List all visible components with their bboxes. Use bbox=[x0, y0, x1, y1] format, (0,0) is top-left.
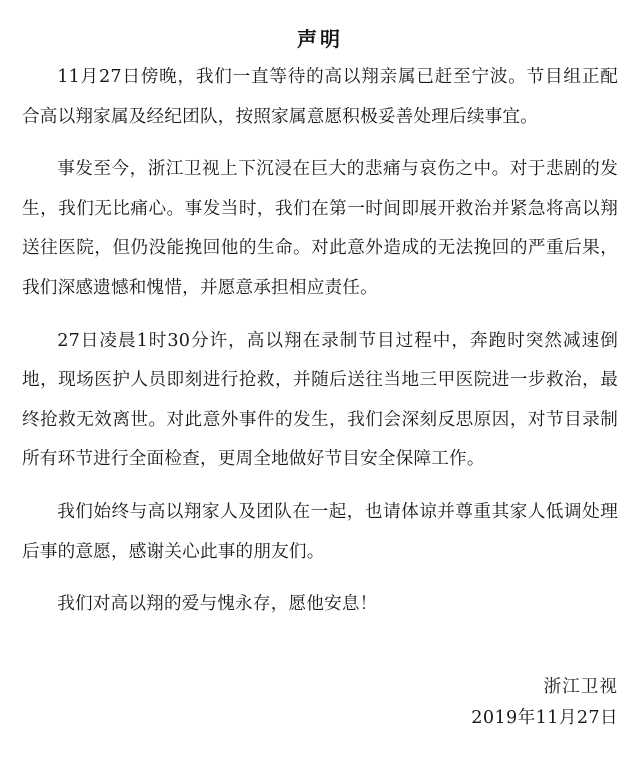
signature-block bbox=[22, 672, 618, 734]
paragraph-1: 11月27日傍晚，我们一直等待的高以翔亲属已赶至宁波。节目组正配合高以翔家属及经纪团队，按照家属意愿积极妥善处理后续事宜。 bbox=[22, 67, 618, 127]
paragraph-2: 事发至今，浙江卫视上下沉浸在巨大的悲痛与哀伤之中。对于悲剧的发生，我们无比痛心。事发当时，我们在第一时间即展开救治并紧急将高以翔送往医院，但仍没能挽回他的生命。对此意外造成的无法挽回的严重后果，我们深感遗憾和愧惜，并愿意承担相应责任。 bbox=[22, 159, 618, 298]
signature-date: 2019年11月27日 bbox=[471, 708, 618, 728]
paragraph-4: 我们始终与高以翔家人及团队在一起，也请体谅并尊重其家人低调处理后事的意愿，感谢关心此事的朋友们。 bbox=[22, 501, 618, 562]
signature-organization: 浙江卫视 bbox=[543, 677, 618, 697]
page-title: 声明 bbox=[297, 27, 343, 51]
paragraph-3: 27日凌晨1时30分许，高以翔在录制节目过程中，奔跑时突然减速倒地，现场医护人员即刻进行抢救，并随后送往当地三甲医院进一步救治，最终抢救无效离世。对此意外事件的发生，我们会深刻反思原因，对节目录制所有环节进行全面检查，更周全地做好节目安全保障工作。 bbox=[22, 330, 618, 470]
paragraph-5: 我们对高以翔的爱与愧永存，愿他安息！ bbox=[57, 594, 378, 615]
document-body bbox=[22, 58, 618, 625]
